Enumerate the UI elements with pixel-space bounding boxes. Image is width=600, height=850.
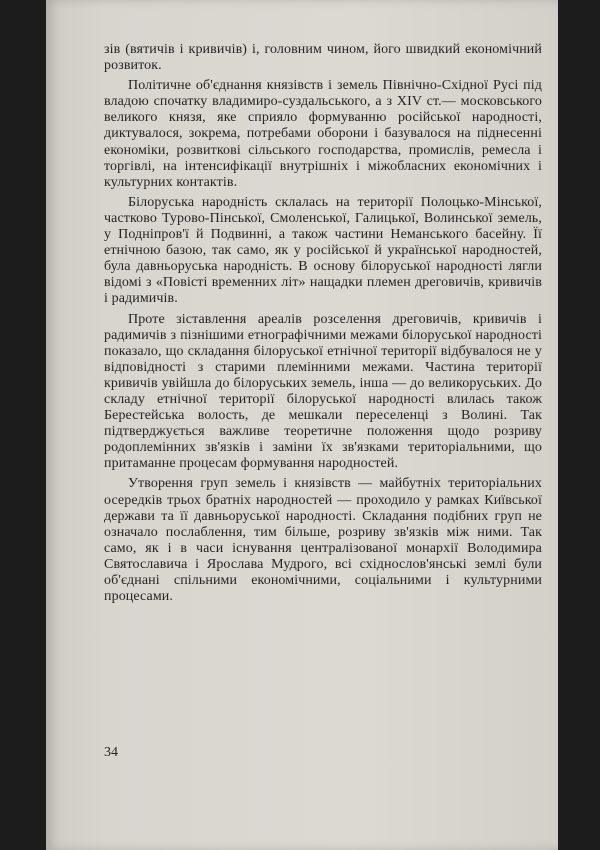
paragraph: Утворення груп земель і князівств — майбутніх територіальних осередків трьох братніх народностей — проходило у рамках Київської держави та її давньоруської народності. Складання подібних груп не означало послаблення, тим більше, розриву зв'язків між ними. Так само, як і в часи існування централізованої монархії Володимира Святославича і Ярослава Мудрого, всі східнослов'янські землі були об'єднані спільними економічними, соціальними і культурними процесами.	[104, 476, 542, 605]
page-number: 34	[104, 745, 118, 760]
body-text	[104, 42, 542, 605]
paragraph-continuation: зів (вятичів і кривичів) і, головним чином, його швидкий економічний розвиток.	[104, 42, 542, 74]
book-page	[46, 0, 558, 850]
paragraph: Політичне об'єднання князівств і земель Північно-Східної Русі під владою спочатку владимиро-суздальського, а з XIV ст.— московського великого князя, яке сприяло формуванню російської народності, диктувалося, зокрема, потребами оборони і базувалося на піднесенні економіки, розвиткові сільського господарства, промислів, ремесла і торгівлі, на інтенсифікації внутрішніх і міжобласних економічних і культурних контактів.	[104, 78, 542, 190]
paragraph: Білоруська народність склалась на території Полоцько-Мінської, частково Турово-Пінської, Смоленської, Галицької, Волинської земель, у Подніпров'ї й Подвинні, а також частини Неманського басейну. Її етнічною базою, так само, як у російської й української народностей, була давньоруська народність. В основу білоруської народності лягли відомі з «Повісті временних літ» нащадки племен дреговичів, кривичів і радимичів.	[104, 194, 542, 307]
paragraph: Проте зіставлення ареалів розселення дреговичів, кривичів і радимичів з пізнішими етнографічними межами білоруської народності показало, що складання білоруської етнічної території відбувалося не у відповідності з старими племінними межами. Частина території кривичів увійшла до білоруських земель, інша — до великоруських. До складу етнічної території білоруської народності влилась також Берестейська волость, де мешкали переселенці з Волині. Так підтверджується важливе теоретичне положення щодо розриву родоплемінних зв'язків і заміни їх зв'язками територіальними, що притаманне процесам формування народностей.	[104, 311, 542, 472]
